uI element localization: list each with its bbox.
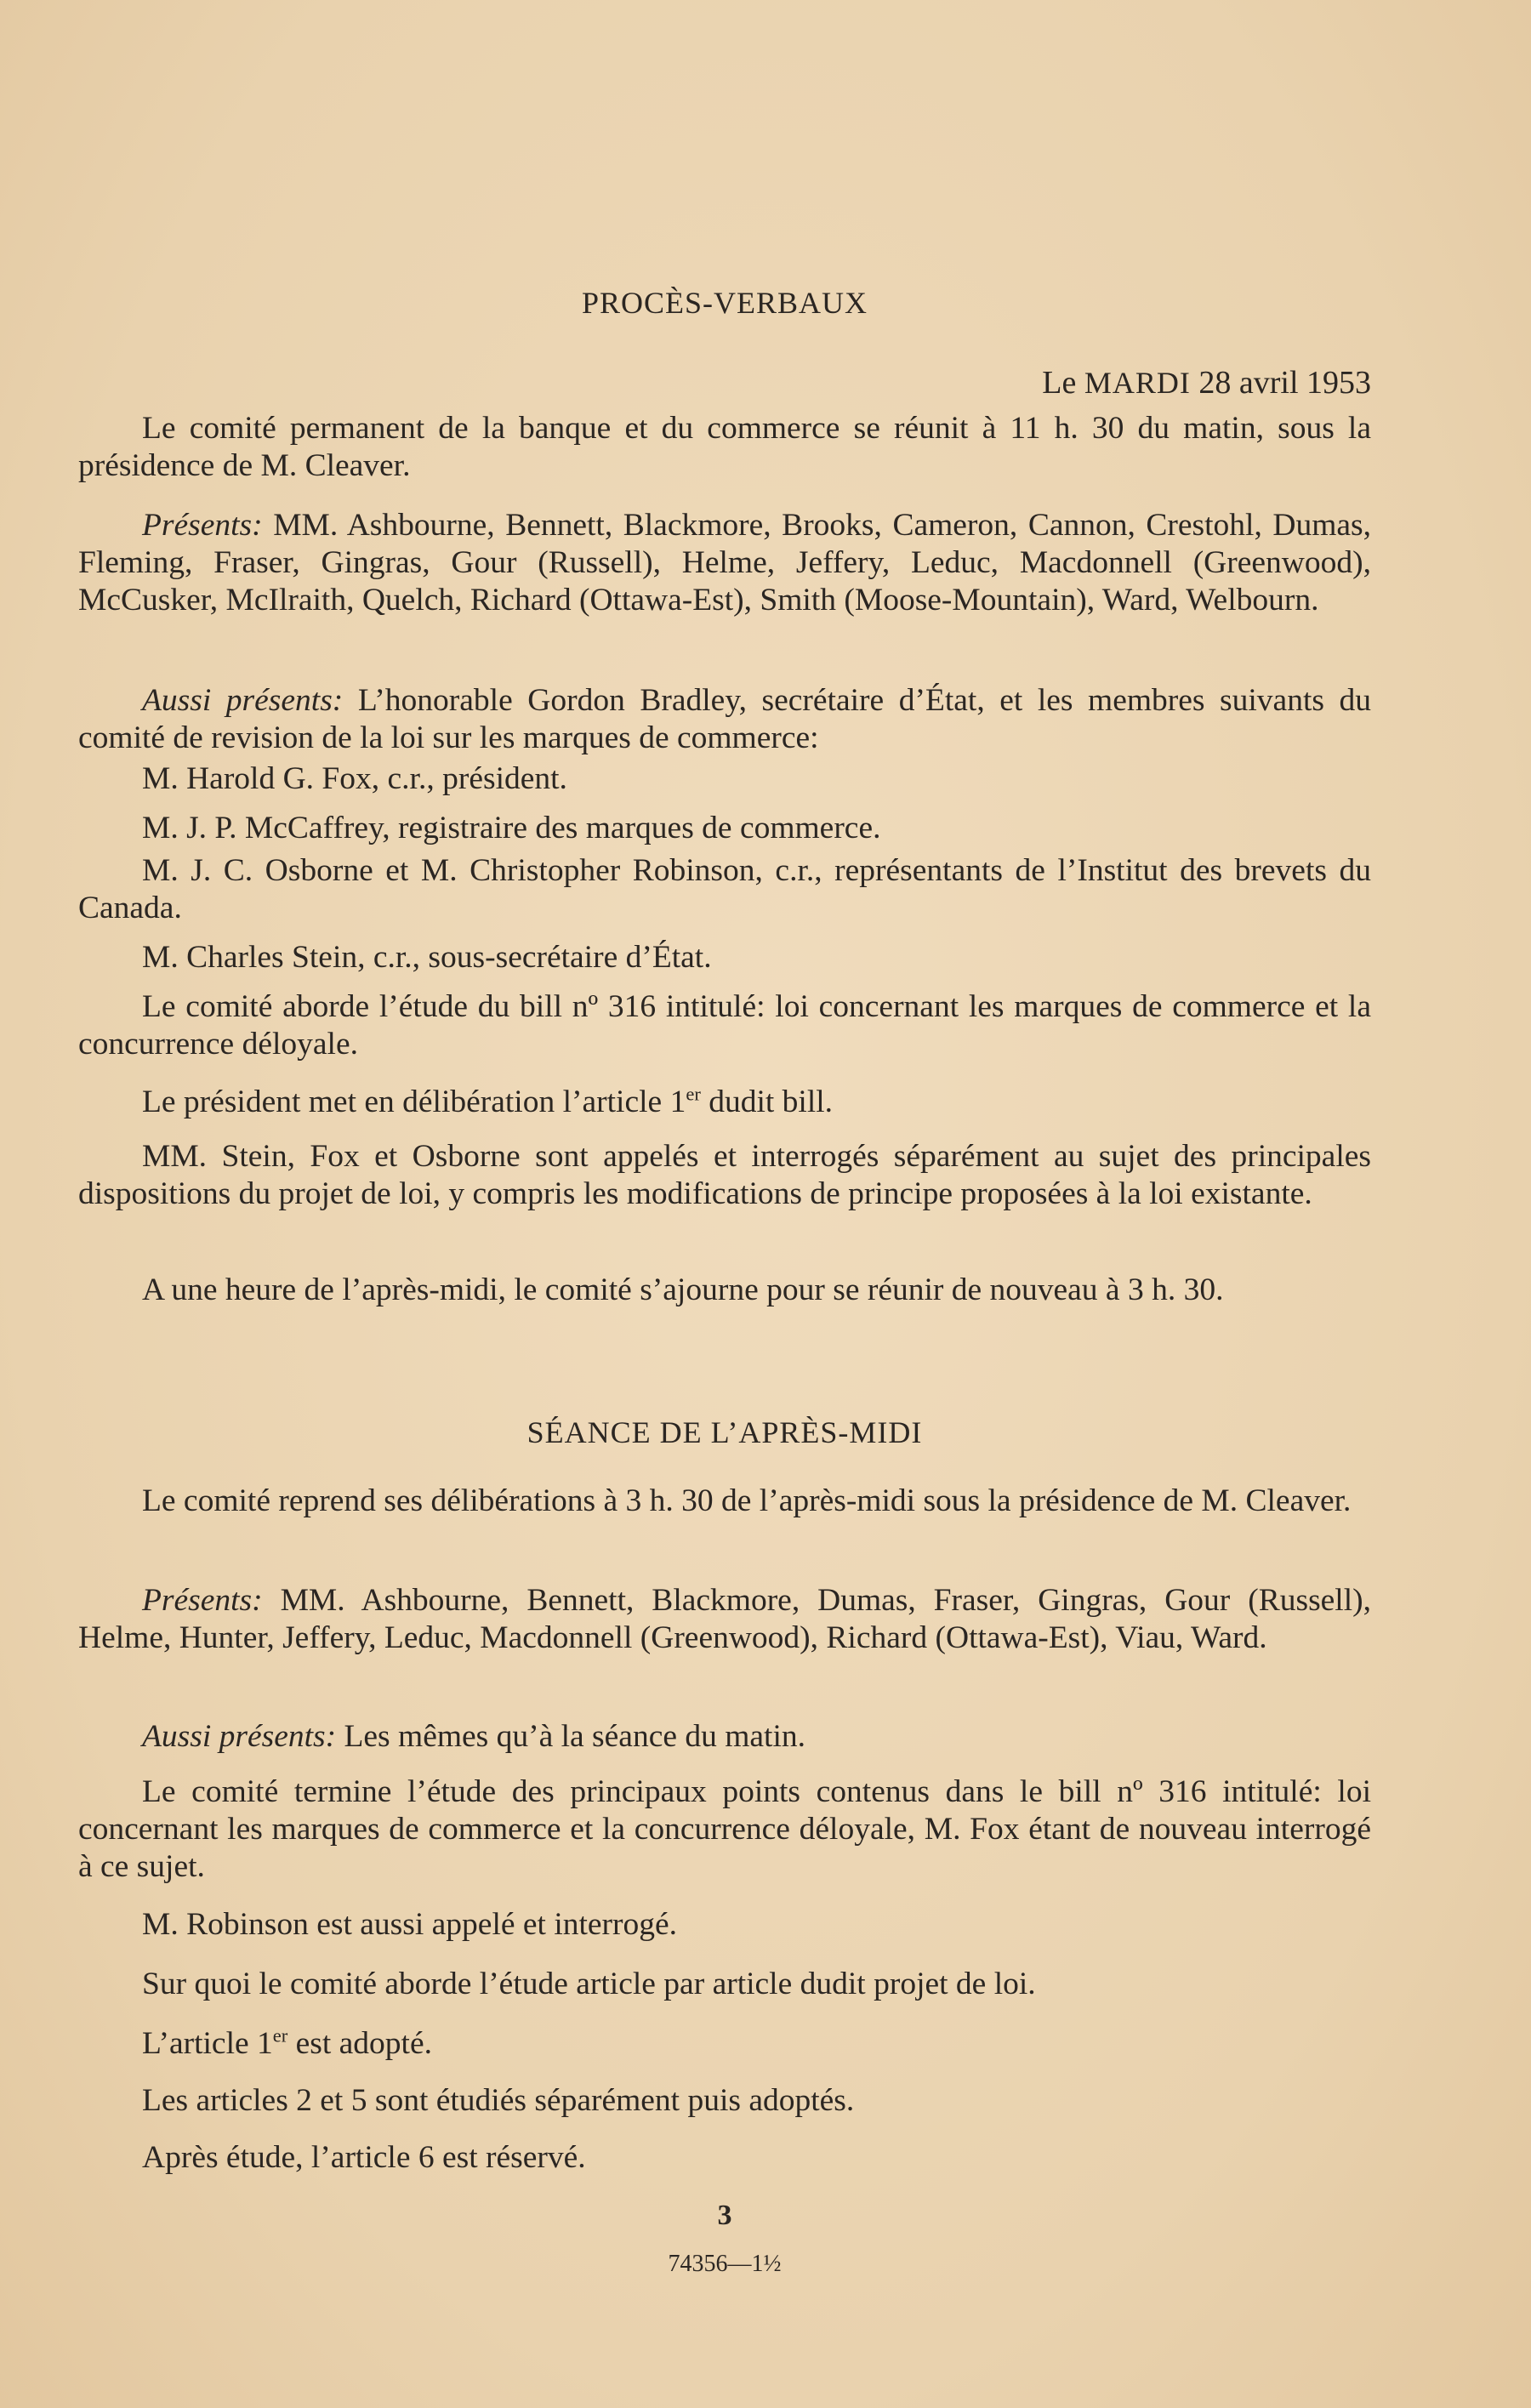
present-list: MM. Ashbourne, Bennett, Blackmore, Dumas, Fraser, Gingras, Gour (Russell), Helme, Hunter, Jeffery, Leduc, Macdonnell (Greenwood), Richard (Ottawa-Est), Viau, Ward. — [78, 1583, 1372, 1655]
present-label: Présents: — [142, 1583, 263, 1618]
article-deliberation — [78, 1084, 1371, 1121]
also-present-text: Les mêmes qu’à la séance du matin. — [344, 1719, 806, 1754]
member-stein: M. Charles Stein, c.r., sous-secrétaire d’État. — [142, 940, 712, 975]
date-prefix: Le — [1042, 365, 1077, 401]
adopted-text-end: est adopté. — [287, 2026, 432, 2061]
morning-also-present — [78, 682, 1371, 757]
adopted-superscript: er — [272, 2024, 288, 2047]
bill-study: Le comité aborde l’étude du bill nº 316 intitulé: loi concernant les marques de commerce et la concurrence déloyale. — [78, 989, 1371, 1062]
member-mccaffrey: M. J. P. McCaffrey, registraire des marques de commerce. — [142, 811, 881, 845]
date-day: MARDI — [1084, 366, 1191, 400]
member-osborne-robinson: M. J. C. Osborne et M. Christopher Robinson, c.r., représentants de l’Institut des brevets du Canada. — [78, 853, 1371, 925]
robinson-questioned: M. Robinson est aussi appelé et interrogé. — [142, 1907, 678, 1942]
afternoon-also-present — [78, 1718, 1371, 1756]
print-code: 74356—1½ — [668, 2251, 782, 2277]
article-superscript: er — [686, 1083, 701, 1105]
page-number: 3 — [717, 2200, 732, 2231]
afternoon-concludes: Le comité termine l’étude des principaux points contenus dans le bill nº 316 intitulé: loi concernant les marques de commerce et la concurrence déloyale, M. Fox étant de nouveau interrogé à ce sujet. — [78, 1774, 1371, 1884]
article-text-end: dudit bill. — [700, 1084, 834, 1119]
also-present-label: Aussi présents: — [142, 1719, 337, 1754]
afternoon-heading: SÉANCE DE L’APRÈS-MIDI — [526, 1415, 923, 1449]
article-by-article: Sur quoi le comité aborde l’étude article par article dudit projet de loi. — [142, 1967, 1036, 2001]
afternoon-present — [78, 1582, 1371, 1657]
morning-opening: Le comité permanent de la banque et du commerce se réunit à 11 h. 30 du matin, sous la présidence de M. Cleaver. — [78, 411, 1371, 483]
also-present-text: L’honorable Gordon Bradley, secrétaire d’État, et les membres suivants du comité de revision de la loi sur les marques de commerce: — [78, 683, 1371, 755]
date-rest: 28 avril 1953 — [1198, 365, 1371, 401]
afternoon-opening: Le comité reprend ses délibérations à 3 h. 30 de l’après-midi sous la présidence de M. Cleaver. — [142, 1483, 1352, 1518]
also-present-label: Aussi présents: — [142, 683, 344, 718]
witnesses-questioned: MM. Stein, Fox et Osborne sont appelés et interrogés séparément au sujet des principales dispositions du projet de loi, y compris les modifications de principe proposées à la loi existante. — [78, 1139, 1371, 1211]
member-fox: M. Harold G. Fox, c.r., président. — [142, 761, 567, 796]
articles-2-5-adopted: Les articles 2 et 5 sont étudiés séparément puis adoptés. — [142, 2083, 855, 2118]
article-1-adopted — [142, 2025, 1371, 2063]
present-label: Présents: — [142, 508, 263, 543]
meeting-date — [1042, 364, 1371, 401]
morning-present — [78, 507, 1371, 619]
adopted-text: L’article 1 — [142, 2026, 273, 2061]
article-text: Le président met en délibération l’article 1 — [142, 1084, 686, 1119]
article-6-reserved: Après étude, l’article 6 est réservé. — [142, 2140, 586, 2175]
adjournment: A une heure de l’après-midi, le comité s’ajourne pour se réunir de nouveau à 3 h. 30. — [142, 1272, 1224, 1307]
page-title: PROCÈS-VERBAUX — [581, 286, 868, 320]
present-list: MM. Ashbourne, Bennett, Blackmore, Brooks, Cameron, Cannon, Crestohl, Dumas, Fleming, Fraser, Gingras, Gour (Russell), Helme, Jeffery, Leduc, Macdonnell (Greenwood), McCusker, McIlraith, Quelch, Richard (Ottawa-Est), Smith (Moose-Mountain), Ward, Welbourn. — [78, 508, 1371, 618]
